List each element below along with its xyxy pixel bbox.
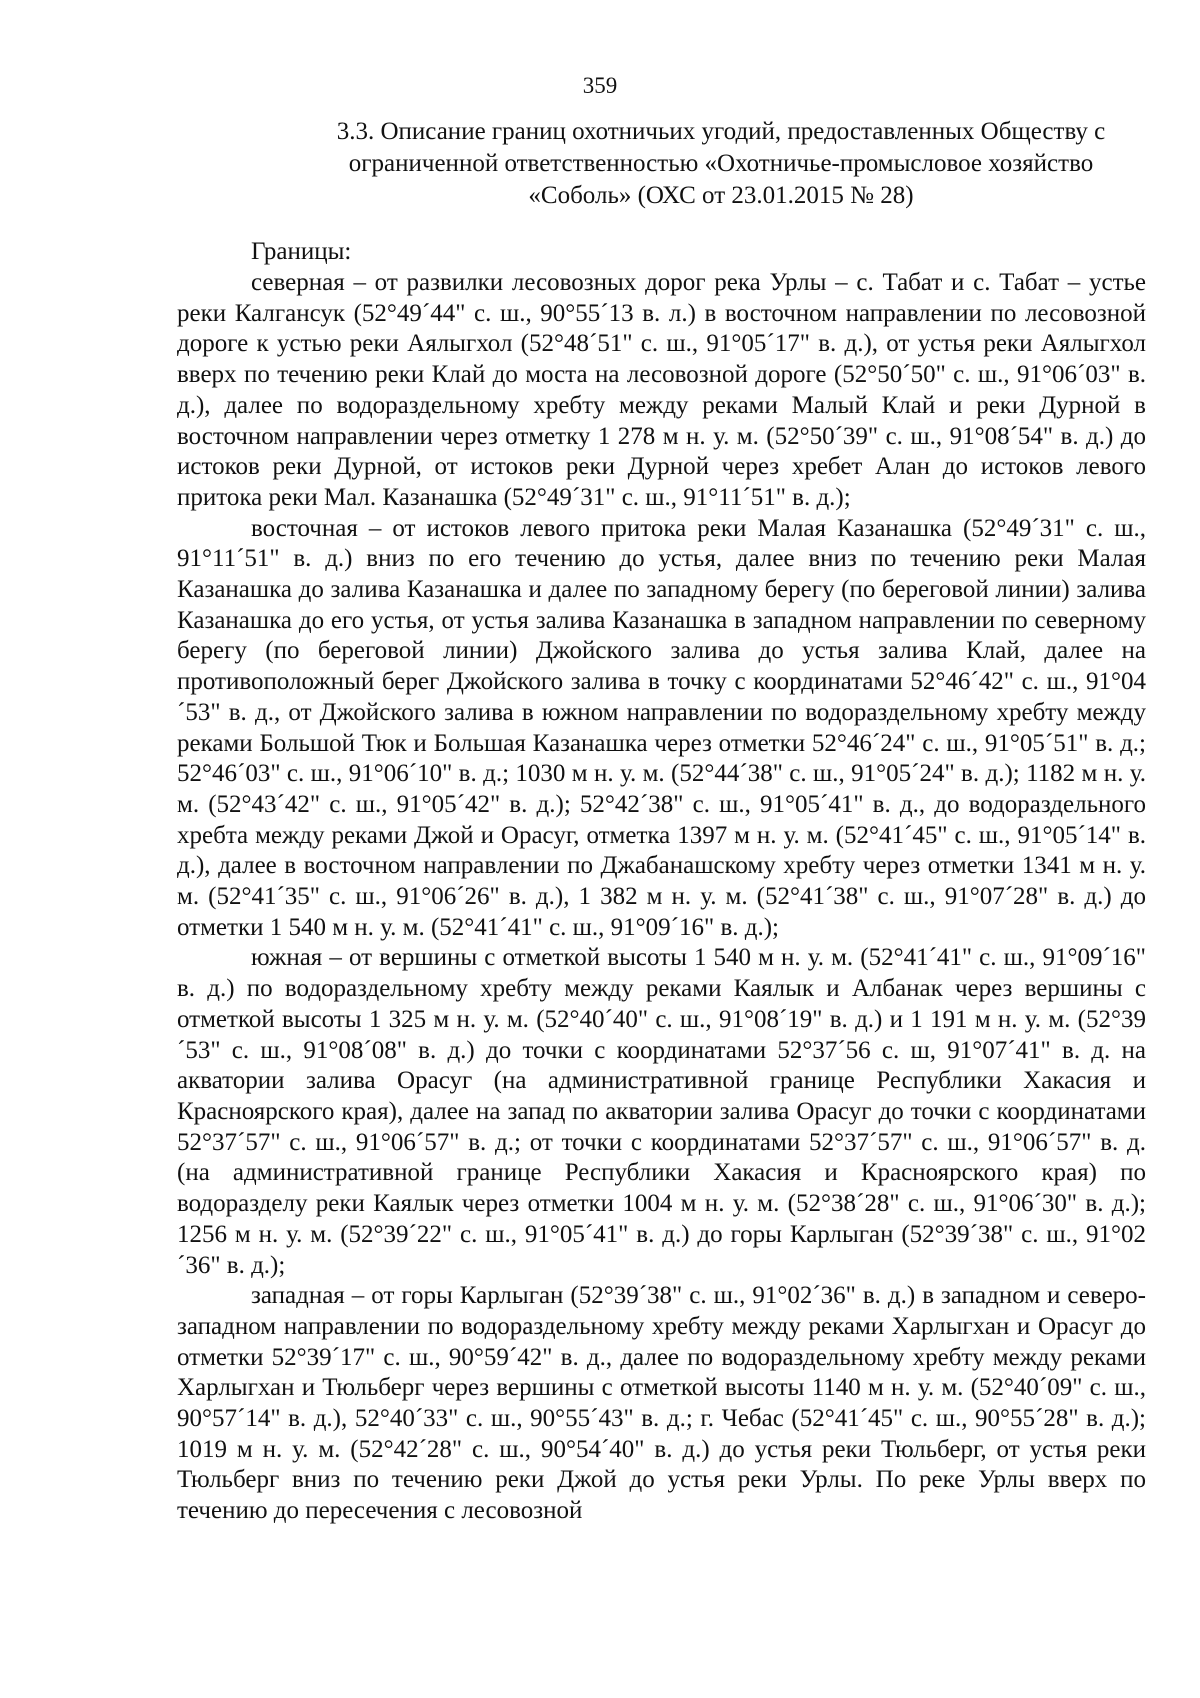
- east-boundary-paragraph: восточная – от истоков левого притока реки Малая Казанашка (52°49´31" с. ш., 91°11´51" в. д.) вниз по его течению до устья, далее вниз по течению реки Малая Казанашка до залива Казанашка и далее по западному берегу (по береговой линии) залива Казанашка до его устья, от устья залива Казанашка в западном направлении по северному берегу (по береговой линии) Джойского залива до устья залива Клай, далее на противоположный берег Джойского залива в точку с координатами 52°46´42" с. ш., 91°04´53" в. д., от Джойского залива в южном направлении по водораздельному хребту между реками Большой Тюк и Большая Казанашка через отметки 52°46´24" с. ш., 91°05´51" в. д.; 52°46´03" с. ш., 91°06´10" в. д.; 1030 м н. у. м. (52°44´38" с. ш., 91°05´24" в. д.); 1182 м н. у. м. (52°43´42" с. ш., 91°05´42" в. д.); 52°42´38" с. ш., 91°05´41" в. д., до водораздельного хребта между реками Джой и Орасуг, отметка 1397 м н. у. м. (52°41´45" с. ш., 91°05´14" в. д.), далее в восточном направлении по Джабанашскому хребту через отметки 1341 м н. у. м. (52°41´35" с. ш., 91°06´26" в. д.), 1 382 м н. у. м. (52°41´38" с. ш., 91°07´28" в. д.) до отметки 1 540 м н. у. м. (52°41´41" с. ш., 91°09´16" в. д.);: [177, 514, 1146, 941]
- north-boundary-paragraph: северная – от развилки лесовозных дорог река Урлы – с. Табат и с. Табат – устье реки Калгансук (52°49´44" с. ш., 90°55´13 в. л.) в восточном направлении по лесовозной дороге к устью реки Аялыгхол (52°48´51" с. ш., 91°05´17" в. д.), от устья реки Аялыгхол вверх по течению реки Клай до моста на лесовозной дороге (52°50´50" с. ш., 91°06´03" в. д.), далее по водораздельному хребту между реками Малый Клай и реки Дурной в восточном направлении через отметку 1 278 м н. у. м. (52°50´39" с. ш., 91°08´54" в. д.) до истоков реки Дурной, от истоков реки Дурной через хребет Алан до истоков левого притока реки Мал. Казанашка (52°49´31" с. ш., 91°11´51" в. д.);: [177, 269, 1146, 511]
- heading-line-1: 3.3. Описание границ охотничьих угодий, предоставленных Обществу с: [336, 118, 1106, 145]
- south-boundary-paragraph: южная – от вершины с отметкой высоты 1 540 м н. у. м. (52°41´41" с. ш., 91°09´16" в. д.) по водораздельному хребту между реками Каялык и Албанак через вершины с отметкой высоты 1 325 м н. у. м. (52°40´40" с. ш., 91°08´19" в. д.) и 1 191 м н. у. м. (52°39´53" с. ш., 91°08´08" в. д.) до точки с координатами 52°37´56 с. ш, 91°07´41" в. д. на акватории залива Орасуг (на административной границе Республики Хакасия и Красноярского края), далее на запад по акватории залива Орасуг до точки с координатами 52°37´57" с. ш., 91°06´57" в. д.; от точки с координатами 52°37´57" с. ш., 91°06´57" в. д. (на административной границе Республики Хакасия и Красноярского края) по водоразделу реки Каялык через отметки 1004 м н. у. м. (52°38´28" с. ш., 91°06´30" в. д.); 1256 м н. у. м. (52°39´22" с. ш., 91°05´41" в. д.) до горы Карлыган (52°39´38" с. ш., 91°02´36" в. д.);: [177, 944, 1146, 1279]
- boundaries-label: Границы:: [251, 238, 352, 265]
- page-number: 359: [582, 73, 618, 98]
- heading-line-2: ограниченной ответственностью «Охотничье-промысловое хозяйство: [348, 150, 1094, 177]
- west-boundary-paragraph: западная – от горы Карлыган (52°39´38" с. ш., 91°02´36" в. д.) в западном и северо-западном направлении по водораздельному хребту между реками Харлыгхан и Орасуг до отметки 52°39´17" с. ш., 90°59´42" в. д., далее по водораздельному хребту между реками Харлыгхан и Тюльберг через вершины с отметкой высоты 1140 м н. у. м. (52°40´09" с. ш., 90°57´14" в. д.), 52°40´33" с. ш., 90°55´43" в. д.; г. Чебас (52°41´45" с. ш., 90°55´28" в. д.); 1019 м н. у. м. (52°42´28" с. ш., 90°54´40" в. д.) до устья реки Тюльберг, от устья реки Тюльберг вниз по течению реки Джой до устья реки Урлы. По реке Урлы вверх по течению до пересечения с лесовозной: [177, 1282, 1146, 1525]
- heading-line-3: «Соболь» (ОХС от 23.01.2015 № 28): [528, 182, 914, 209]
- boundary-description: [177, 268, 1146, 1527]
- section-heading: [288, 116, 1154, 212]
